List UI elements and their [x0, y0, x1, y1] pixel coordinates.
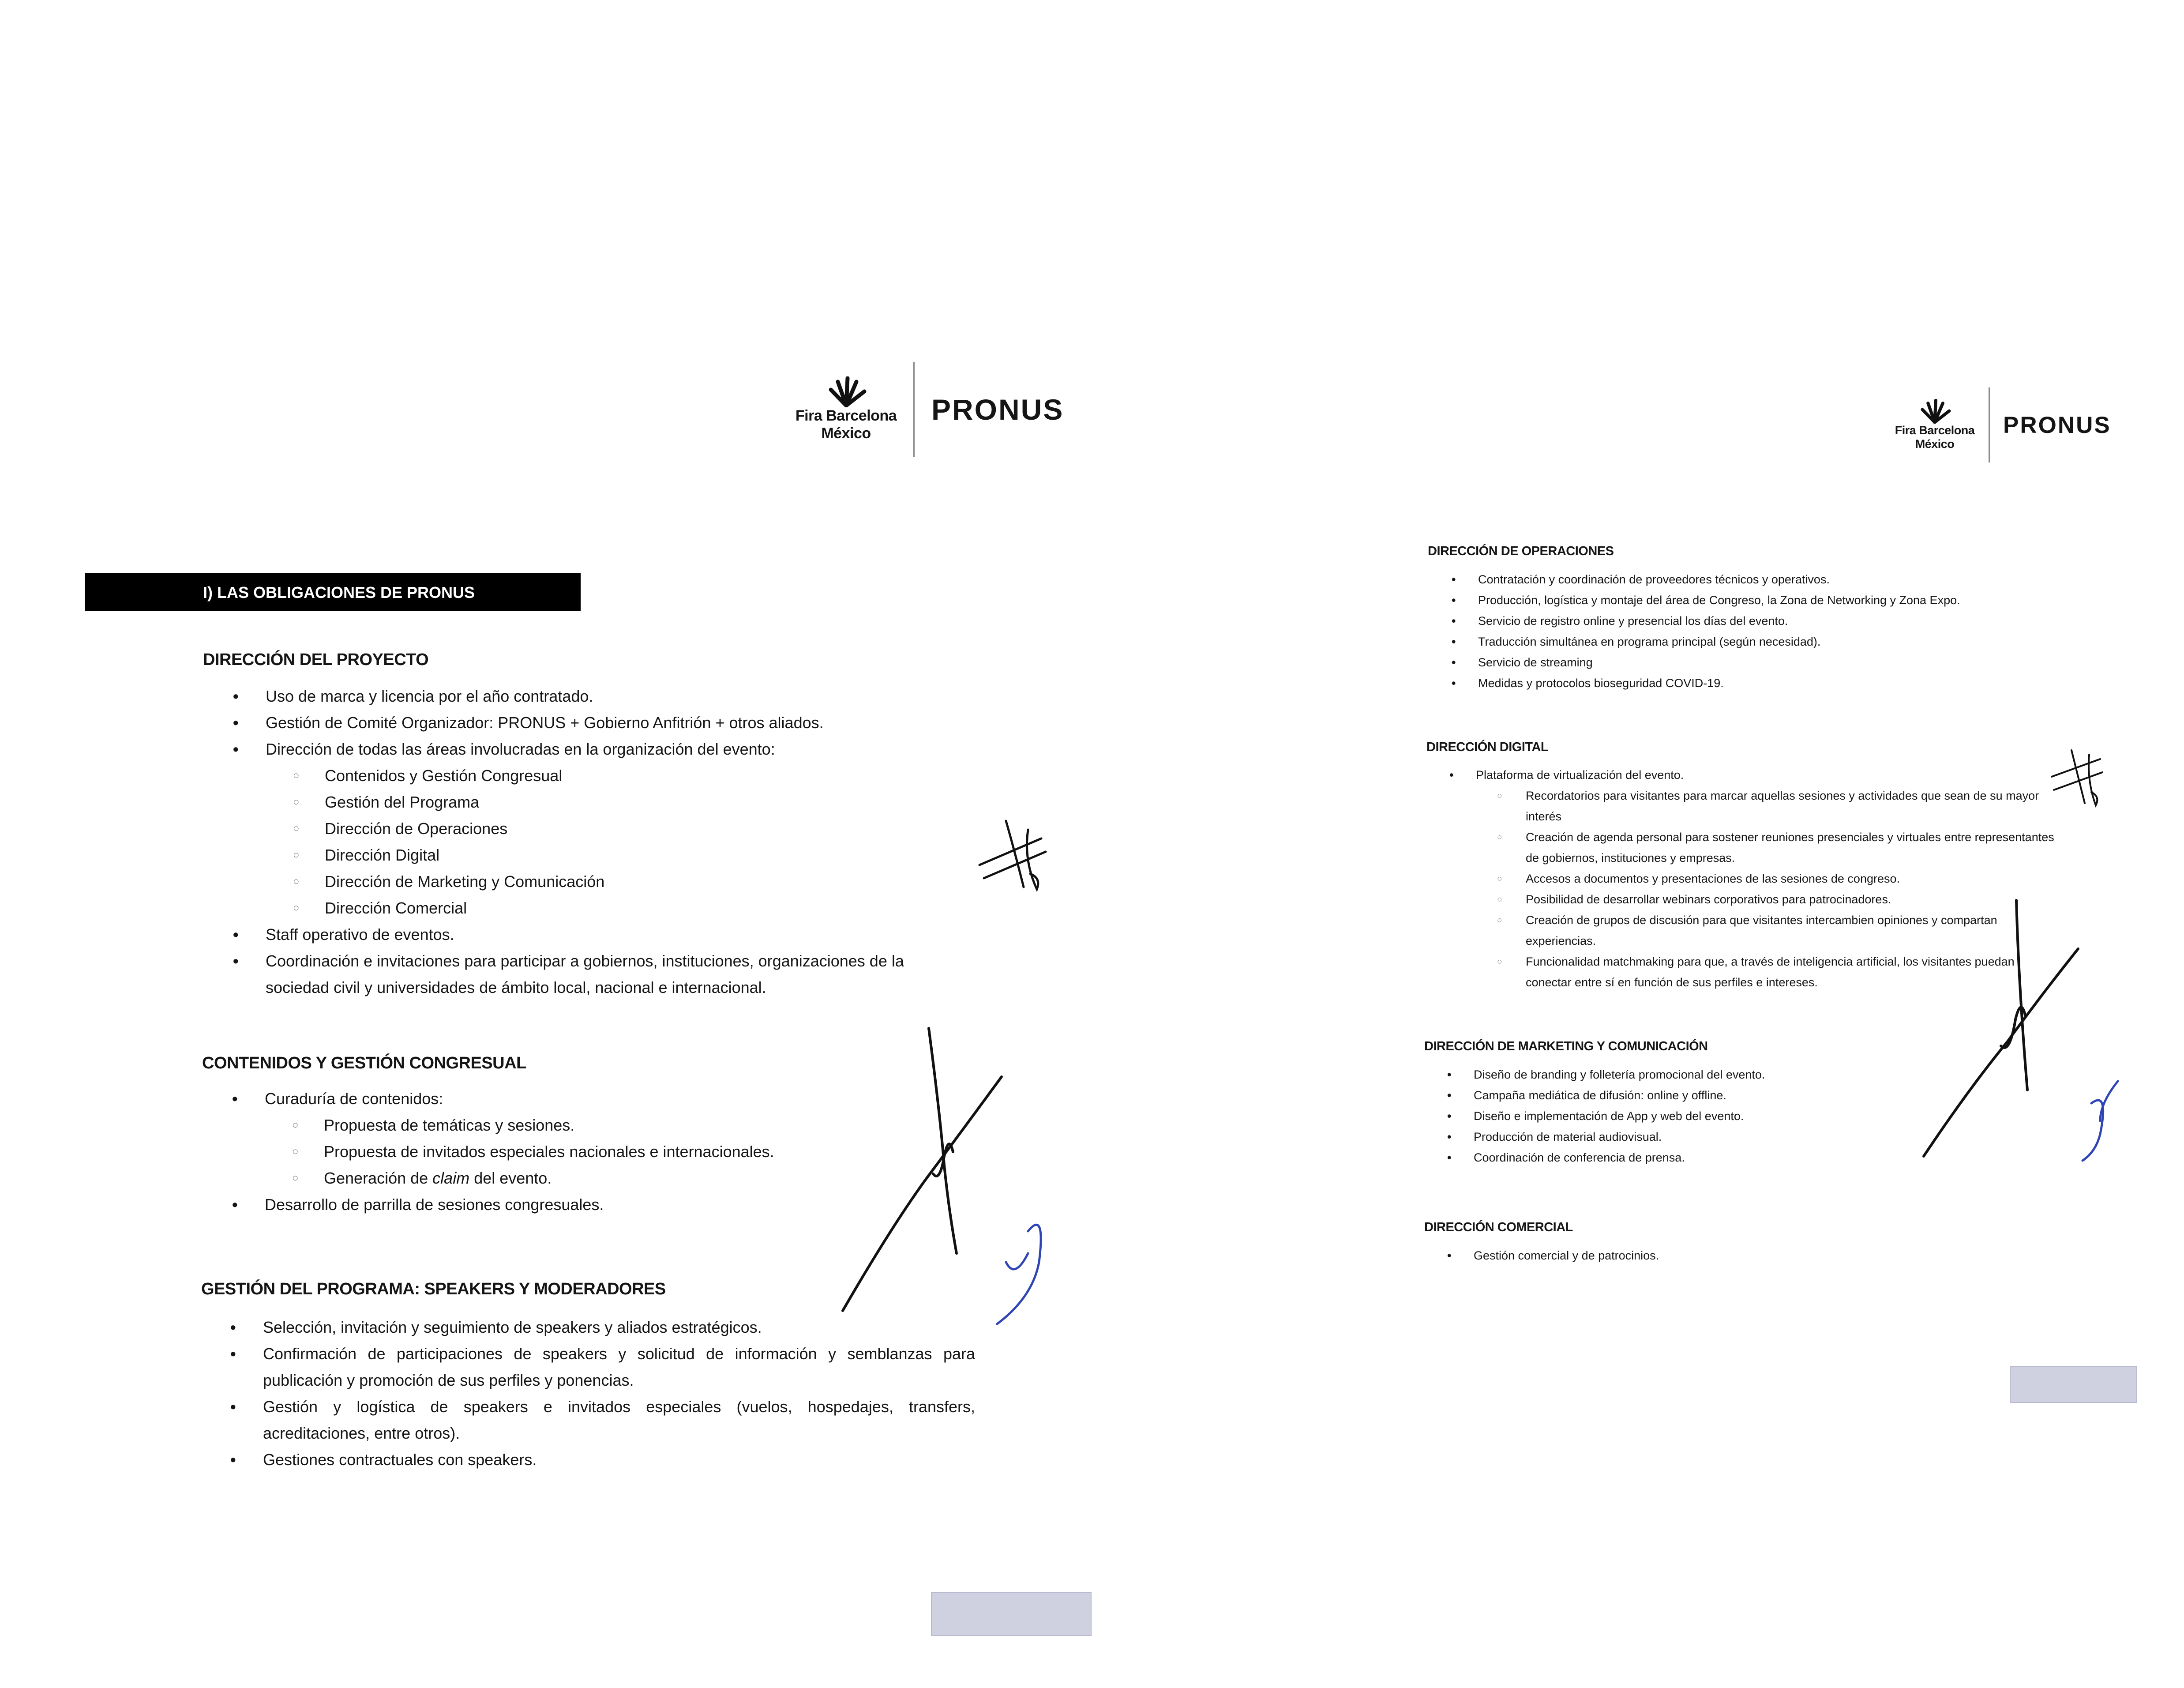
sublist-item: ○ Dirección Comercial [293, 895, 983, 921]
section-bar [85, 573, 581, 611]
fira-fan-icon [1915, 399, 1954, 424]
list-item-text: Dirección de todas las áreas involucradas en la organización del evento: [266, 740, 775, 758]
fira-logo-line2: México [821, 425, 871, 442]
sublist-item: ○ Posibilidad de desarrollar webinars corporativos para patrocinadores. [1497, 889, 2058, 910]
fira-logo-line2: México [1915, 437, 1955, 451]
list-item: • Servicio de registro online y presencial los días del evento. [1452, 611, 2078, 632]
sublist-item: ○ Gestión del Programa [293, 789, 983, 816]
sublist-item: ○ Contenidos y Gestión Congresual [293, 763, 983, 789]
direccion-proyecto-list [233, 683, 983, 1001]
marketing-heading: DIRECCIÓN DE MARKETING Y COMUNICACIÓN [1424, 1039, 1708, 1053]
list-item: • Desarrollo de parrilla de sesiones congresuales. [232, 1192, 982, 1218]
list-item: • Gestión y logística de speakers e invitados especiales (vuelos, hospedajes, transfers, acreditaciones, entre otros). [230, 1394, 975, 1447]
sublist-item: ○ Accesos a documentos y presentaciones de las sesiones de congreso. [1497, 868, 2058, 889]
sublist-item: ○ Dirección de Operaciones [293, 816, 983, 842]
contenidos-heading: CONTENIDOS Y GESTIÓN CONGRESUAL [202, 1054, 526, 1072]
initials-mark-left [975, 812, 1054, 900]
logo-divider [913, 362, 915, 457]
list-item: • Servicio de streaming [1452, 652, 2078, 673]
fira-barcelona-logo [1891, 399, 1979, 451]
list-item: • Selección, invitación y seguimiento de speakers y aliados estratégicos. [230, 1314, 975, 1341]
page-stamp [2010, 1366, 2137, 1403]
fira-logo-line1: Fira Barcelona [1895, 423, 1975, 437]
list-item: • Gestión comercial y de patrocinios. [1447, 1245, 2065, 1266]
list-item: • Coordinación de conferencia de prensa. [1447, 1147, 2065, 1168]
operaciones-heading: DIRECCIÓN DE OPERACIONES [1428, 544, 1614, 558]
sublist-item: ○ Propuesta de temáticas y sesiones. [292, 1112, 982, 1139]
sublist-item: ○ Funcionalidad matchmaking para que, a través de inteligencia artificial, los visitantes puedan conectar entre sí en función de sus perfiles e intereses. [1497, 951, 2058, 993]
fira-logo-line1: Fira Barcelona [795, 407, 897, 425]
initials-mark-right [2047, 741, 2109, 812]
areas-sublist [293, 763, 983, 921]
list-item: • Diseño e implementación de App y web del evento. [1447, 1106, 2065, 1127]
programa-heading: GESTIÓN DEL PROGRAMA: SPEAKERS Y MODERADORES [201, 1280, 666, 1298]
section-bar-title: I) LAS OBLIGACIONES DE PRONUS [203, 583, 475, 602]
pronus-logo: PRONUS [2003, 412, 2111, 438]
sublist-item: ○ Creación de grupos de discusión para que visitantes intercambien opiniones y compartan experiencias. [1497, 910, 2058, 951]
list-item: • Producción de material audiovisual. [1447, 1127, 2065, 1147]
fira-fan-icon [822, 376, 871, 407]
sublist-item: ○ Recordatorios para visitantes para marcar aquellas sesiones y actividades que sean de su mayor interés [1497, 786, 2058, 827]
sublist-item: ○ Propuesta de invitados especiales nacionales e internacionales. [292, 1139, 982, 1165]
page-stamp [931, 1592, 1092, 1636]
list-item: • Traducción simultánea en programa principal (según necesidad). [1452, 632, 2078, 652]
fira-barcelona-logo [792, 376, 900, 442]
right-logo-block [1891, 387, 2111, 462]
sublist-item: ○ Dirección de Marketing y Comunicación [293, 868, 983, 895]
programa-list [230, 1314, 975, 1473]
left-logo-block [792, 362, 1064, 457]
list-item: • Gestión de Comité Organizador: PRONUS + Gobierno Anfitrión + otros aliados. [233, 710, 983, 736]
list-item: • Campaña mediática de difusión: online y offline. [1447, 1085, 2065, 1106]
digital-heading: DIRECCIÓN DIGITAL [1426, 740, 1549, 754]
list-item: • Staff operativo de eventos. [233, 921, 983, 948]
list-item: • Coordinación e invitaciones para participar a gobiernos, instituciones, organizaciones de la sociedad civil y universidades de ámbito local, nacional e internacional. [233, 948, 958, 1001]
claim-text-em: claim [432, 1169, 470, 1187]
list-item-text: Curaduría de contenidos: [265, 1090, 443, 1108]
list-item: • Confirmación de participaciones de speakers y solicitud de información y semblanzas para publicación y promoción de sus perfiles y ponencias. [230, 1341, 975, 1394]
comercial-list [1447, 1245, 2065, 1266]
claim-text-post: del evento. [469, 1169, 552, 1187]
list-item: • Medidas y protocolos bioseguridad COVID-19. [1452, 673, 2078, 694]
signature-right [1915, 896, 2135, 1169]
list-item: • Gestiones contractuales con speakers. [230, 1447, 975, 1473]
list-item: • Diseño de branding y folletería promocional del evento. [1447, 1064, 2065, 1085]
list-item: • Uso de marca y licencia por el año contratado. [233, 683, 983, 710]
list-item: • Producción, logística y montaje del área de Congreso, la Zona de Networking y Zona Expo. [1452, 590, 2078, 611]
list-item-text: Plataforma de virtualización del evento. [1476, 768, 1684, 782]
list-item [233, 736, 983, 921]
signature-left [838, 1024, 1059, 1333]
sublist-item: ○ Dirección Digital [293, 842, 983, 868]
list-item: • Contratación y coordinación de proveedores técnicos y operativos. [1452, 569, 2078, 590]
comercial-heading: DIRECCIÓN COMERCIAL [1424, 1220, 1573, 1234]
logo-divider [1989, 387, 1990, 462]
sublist-item: ○ Creación de agenda personal para sostener reuniones presenciales y virtuales entre representantes de gobiernos, instituciones y empresas. [1497, 827, 2058, 868]
operaciones-list [1452, 569, 2078, 694]
claim-text-pre: Generación de [324, 1169, 433, 1187]
direccion-proyecto-heading: DIRECCIÓN DEL PROYECTO [203, 650, 429, 669]
pronus-logo: PRONUS [931, 393, 1064, 426]
